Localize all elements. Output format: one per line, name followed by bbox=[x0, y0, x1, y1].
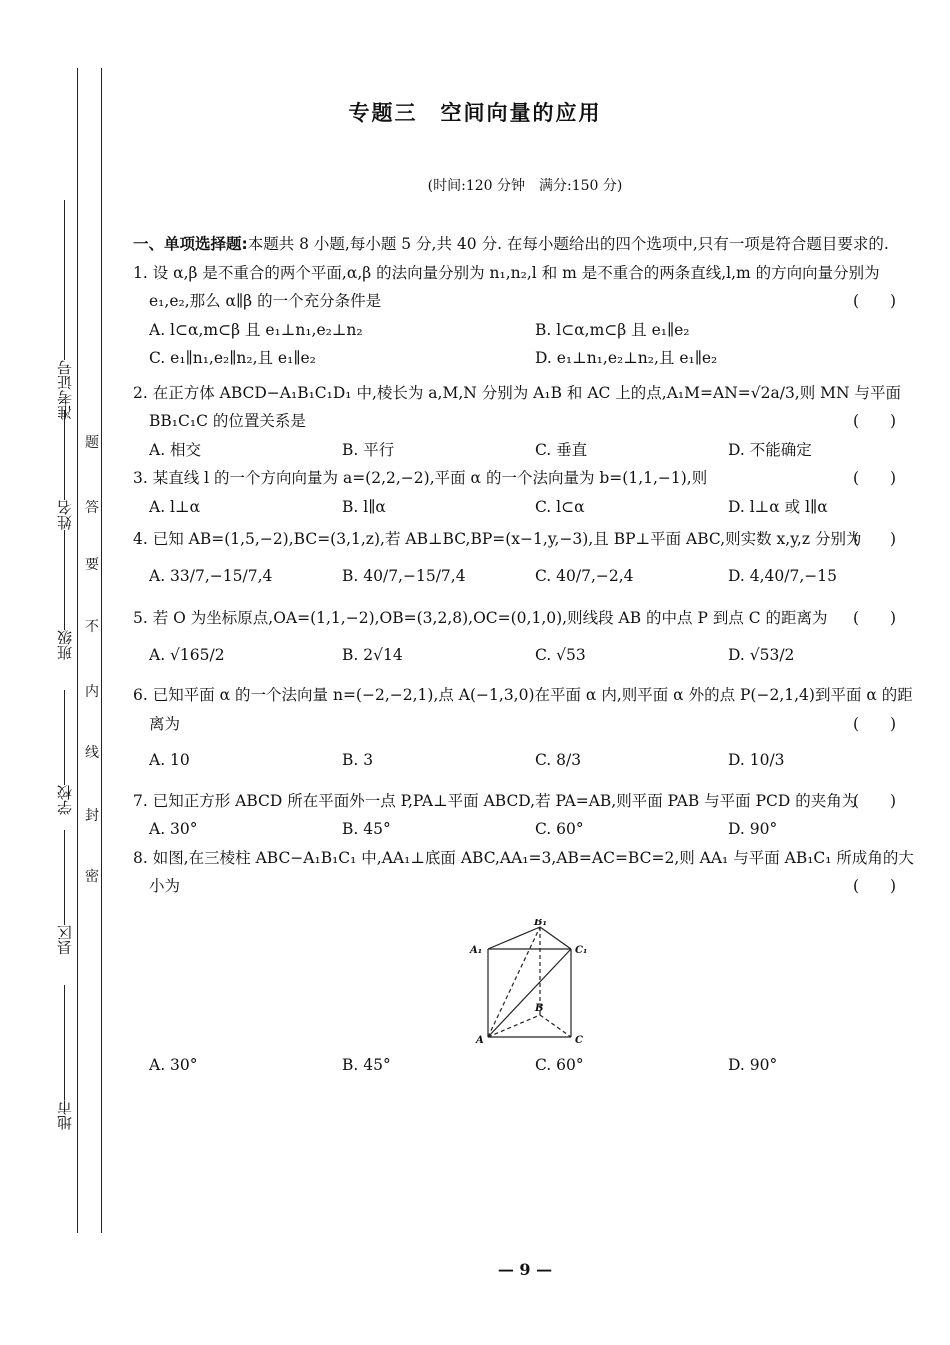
option-c: C. l⊂α bbox=[535, 497, 585, 516]
city-label: 地市 bbox=[54, 985, 75, 1130]
option-b: B. 45° bbox=[342, 820, 391, 838]
edge-b1-c1 bbox=[540, 927, 571, 949]
label-c1: C₁ bbox=[575, 944, 588, 956]
option-d: D. l⊥α 或 l∥α bbox=[728, 497, 828, 516]
county-label: 县区 bbox=[54, 830, 75, 955]
question-list bbox=[133, 230, 925, 1079]
option-d: D. 90° bbox=[728, 1055, 778, 1074]
question-stem: 6. 已知平面 α 的一个法向量 n=(−2,−2,1),点 A(−1,3,0)在平面 α 内,则平面 α 外的点 P(−2,1,4)到平面 α 的距离为 bbox=[133, 686, 913, 733]
answer-paren: ( ) bbox=[853, 791, 897, 810]
question-stem: 1. 设 α,β 是不重合的两个平面,α,β 的法向量分别为 n₁,n₂,l 和 m 是不重合的两条直线,l,m 的方向向量分别为 e₁,e₂,那么 α∥β 的一个充分条件是 bbox=[133, 263, 880, 310]
edge-a-c1 bbox=[488, 949, 571, 1037]
seal-char: 答 bbox=[85, 500, 99, 516]
option-d: D. 90° bbox=[728, 820, 778, 838]
exam-info: (时间:120 分钟 满分:150 分) bbox=[427, 178, 623, 194]
option-d: D. 不能确定 bbox=[728, 440, 812, 459]
option-a: A. 30° bbox=[149, 1055, 198, 1074]
option-c: C. 垂直 bbox=[535, 440, 588, 459]
seal-char: 不 bbox=[85, 619, 99, 635]
page-number: — 9 — bbox=[497, 1260, 553, 1279]
question-6 bbox=[133, 681, 925, 775]
seal-char: 题 bbox=[85, 435, 99, 451]
answer-paren: ( ) bbox=[853, 609, 897, 627]
option-b: B. 2√14 bbox=[342, 645, 403, 664]
option-b: B. l⊂α,m⊂β 且 e₁∥e₂ bbox=[535, 320, 690, 339]
question-7 bbox=[133, 787, 925, 844]
option-a: A. √165/2 bbox=[149, 645, 225, 664]
option-c: C. e₁∥n₁,e₂∥n₂,且 e₁∥e₂ bbox=[149, 349, 316, 367]
option-c: C. 40/7,−2,4 bbox=[535, 566, 634, 585]
edge-a1-b1 bbox=[488, 927, 540, 949]
option-c: C. 60° bbox=[535, 1055, 584, 1074]
answer-paren: ( ) bbox=[853, 412, 897, 430]
name-label: 姓名 bbox=[54, 410, 75, 530]
page-title: 专题三 空间向量的应用 bbox=[348, 101, 602, 125]
section-heading bbox=[133, 230, 925, 259]
seal-char: 内 bbox=[85, 684, 99, 700]
section-description: 本题共 8 小题,每小题 5 分,共 40 分. 在每小题给出的四个选项中,只有一项是符合题目要求的. bbox=[247, 235, 889, 253]
option-a: A. 相交 bbox=[149, 440, 202, 459]
seal-char: 线 bbox=[85, 745, 99, 761]
question-5 bbox=[133, 604, 925, 669]
answer-paren: ( ) bbox=[853, 714, 897, 733]
question-stem: 2. 在正方体 ABCD−A₁B₁C₁D₁ 中,棱长为 a,M,N 分别为 A₁B 和 AC 上的点,A₁M=AN=√2a/3,则 MN 与平面 BB₁C₁C 的位置关系是 bbox=[133, 383, 902, 430]
prism-figure bbox=[468, 919, 598, 1047]
question-3 bbox=[133, 464, 925, 521]
answer-paren: ( ) bbox=[853, 530, 897, 548]
option-d: D. e₁⊥n₁,e₂⊥n₂,且 e₁∥e₂ bbox=[535, 349, 718, 367]
answer-paren: ( ) bbox=[853, 877, 897, 895]
edge-b-c bbox=[540, 1015, 571, 1037]
question-stem: 8. 如图,在三棱柱 ABC−A₁B₁C₁ 中,AA₁⊥底面 ABC,AA₁=3,AB=AC=BC=2,则 AA₁ 与平面 AB₁C₁ 所成角的大小为 bbox=[133, 848, 914, 895]
label-b1: B₁ bbox=[534, 918, 547, 928]
option-a: A. l⊥α bbox=[149, 497, 201, 516]
class-label: 班级 bbox=[54, 530, 75, 660]
binding-line-inner bbox=[101, 68, 102, 1233]
exam-id-label: 准考证号 bbox=[54, 200, 75, 420]
question-stem: 7. 已知正方形 ABCD 所在平面外一点 P,PA⊥平面 ABCD,若 PA=AB,则平面 PAB 与平面 PCD 的夹角为 bbox=[133, 791, 858, 810]
option-c: C. 60° bbox=[535, 820, 584, 838]
option-d: D. 4,40/7,−15 bbox=[728, 566, 837, 585]
question-1 bbox=[133, 259, 925, 373]
answer-paren: ( ) bbox=[853, 292, 897, 310]
option-a: A. l⊂α,m⊂β 且 e₁⊥n₁,e₂⊥n₂ bbox=[149, 320, 363, 339]
option-c: C. √53 bbox=[535, 645, 586, 664]
question-4 bbox=[133, 525, 925, 590]
answer-paren: ( ) bbox=[853, 469, 897, 487]
option-b: B. l∥α bbox=[342, 497, 386, 516]
section-title: 一、单项选择题: bbox=[133, 235, 248, 253]
option-b: B. 40/7,−15/7,4 bbox=[342, 566, 466, 585]
edge-a-b bbox=[488, 1015, 540, 1037]
option-c: C. 8/3 bbox=[535, 751, 582, 769]
question-stem: 3. 某直线 l 的一个方向向量为 a=(2,2,−2),平面 α 的一个法向量为 b=(1,1,−1),则 bbox=[133, 469, 708, 487]
question-stem: 4. 已知 AB=(1,5,−2),BC=(3,1,z),若 AB⊥BC,BP=(x−1,y,−3),且 BP⊥平面 ABC,则实数 x,y,z 分别为 bbox=[133, 530, 862, 548]
option-d: D. √53/2 bbox=[728, 645, 795, 664]
option-d: D. 10/3 bbox=[728, 751, 785, 769]
option-b: B. 平行 bbox=[342, 440, 395, 459]
label-b: B bbox=[535, 1002, 544, 1014]
seal-char: 密 bbox=[85, 869, 99, 885]
question-2 bbox=[133, 379, 925, 465]
question-stem: 5. 若 O 为坐标原点,OA=(1,1,−2),OB=(3,2,8),OC=(0,1,0),则线段 AB 的中点 P 到点 C 的距离为 bbox=[133, 609, 828, 627]
school-label: 学校 bbox=[54, 690, 75, 815]
option-a: A. 30° bbox=[149, 820, 198, 838]
label-a1: A₁ bbox=[470, 944, 483, 956]
seal-char: 要 bbox=[85, 557, 99, 573]
label-c: C bbox=[575, 1034, 583, 1046]
option-a: A. 33/7,−15/7,4 bbox=[149, 566, 273, 585]
binding-line-outer bbox=[77, 68, 78, 1233]
edge-a-b1 bbox=[488, 927, 540, 1037]
label-a: A bbox=[476, 1034, 484, 1046]
question-8 bbox=[133, 844, 925, 1080]
option-a: A. 10 bbox=[149, 751, 190, 769]
option-b: B. 45° bbox=[342, 1055, 391, 1074]
seal-char: 封 bbox=[85, 808, 99, 824]
option-b: B. 3 bbox=[342, 751, 374, 769]
